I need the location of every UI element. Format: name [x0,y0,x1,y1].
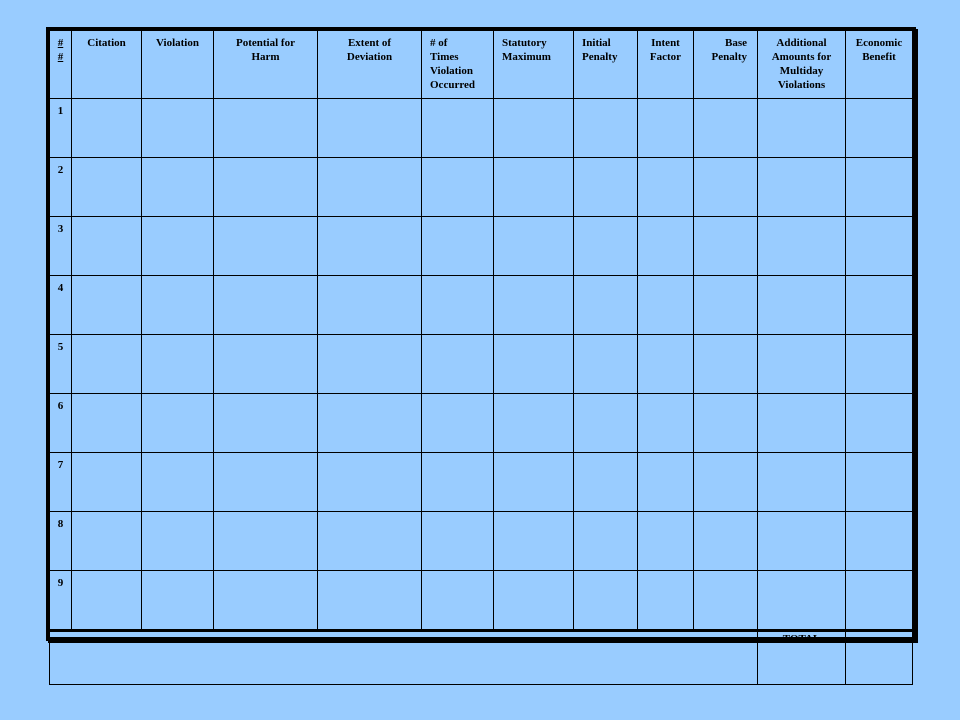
cell-intent[interactable] [638,158,694,217]
table-row [50,335,913,394]
cell-initial[interactable] [574,276,638,335]
cell-potential[interactable] [214,394,318,453]
cell-statutory[interactable] [494,99,574,158]
cell-extent[interactable] [318,217,422,276]
cell-times[interactable] [422,453,494,512]
cell-base[interactable] [694,335,758,394]
header-initial-line2: Penalty [582,51,618,63]
cell-violation[interactable] [142,276,214,335]
cell-intent[interactable] [638,99,694,158]
row-number: 8 [50,512,72,571]
header-intent-line1: Intent [651,37,680,49]
cell-potential[interactable] [214,99,318,158]
cell-intent[interactable] [638,571,694,631]
header-additional-line1: Additional [776,37,827,49]
cell-base[interactable] [694,394,758,453]
cell-base[interactable] [694,512,758,571]
row-number: 1 [50,99,72,158]
cell-additional[interactable] [758,512,846,571]
cell-times[interactable] [422,571,494,631]
cell-intent[interactable] [638,276,694,335]
cell-initial[interactable] [574,158,638,217]
cell-violation[interactable] [142,99,214,158]
header-additional-amounts [758,31,846,99]
cell-statutory[interactable] [494,453,574,512]
header-potential-for-harm [214,31,318,99]
cell-potential[interactable] [214,276,318,335]
cell-times[interactable] [422,99,494,158]
total-value-cell[interactable] [846,631,913,685]
header-potential-line1: Potential for [236,37,295,49]
cell-citation[interactable] [72,276,142,335]
header-statutory-maximum [494,31,574,99]
cell-potential[interactable] [214,453,318,512]
cell-additional[interactable] [758,276,846,335]
header-base-line1: Base [725,37,747,49]
cell-economic[interactable] [846,217,913,276]
cell-violation[interactable] [142,335,214,394]
header-intent-line2: Factor [649,51,682,63]
table-row [50,217,913,276]
cell-violation[interactable] [142,394,214,453]
header-number-line2: # [57,51,64,63]
cell-base[interactable] [694,453,758,512]
cell-initial[interactable] [574,512,638,571]
cell-statutory[interactable] [494,276,574,335]
cell-citation[interactable] [72,335,142,394]
cell-initial[interactable] [574,99,638,158]
cell-initial[interactable] [574,394,638,453]
header-potential-line2: Harm [251,51,280,63]
header-violation-label: Violation [156,37,199,49]
table-row [50,571,913,631]
table-row [50,276,913,335]
table-body [50,99,913,685]
cell-potential[interactable] [214,571,318,631]
cell-times[interactable] [422,276,494,335]
cell-additional[interactable] [758,453,846,512]
table-row [50,99,913,158]
header-citation [72,31,142,99]
cell-additional[interactable] [758,394,846,453]
cell-times[interactable] [422,217,494,276]
header-times-line2: Times [430,51,459,63]
header-number-line1: # [57,37,64,49]
cell-additional[interactable] [758,158,846,217]
cell-violation[interactable] [142,453,214,512]
table-row [50,512,913,571]
cell-citation[interactable] [72,512,142,571]
header-extent-line1: Extent of [347,37,392,49]
header-row [50,31,913,99]
table-row [50,394,913,453]
cell-intent[interactable] [638,512,694,571]
penalty-calculation-table [49,30,913,685]
cell-potential[interactable] [214,512,318,571]
cell-potential[interactable] [214,217,318,276]
row-number: 4 [50,276,72,335]
cell-extent[interactable] [318,276,422,335]
header-initial-penalty [574,31,638,99]
cell-times[interactable] [422,394,494,453]
cell-intent[interactable] [638,394,694,453]
header-additional-line4: Violations [777,79,826,91]
cell-citation[interactable] [72,453,142,512]
cell-initial[interactable] [574,217,638,276]
header-number [50,31,72,99]
cell-intent[interactable] [638,217,694,276]
cell-intent[interactable] [638,453,694,512]
cell-citation[interactable] [72,217,142,276]
cell-times[interactable] [422,335,494,394]
cell-economic[interactable] [846,158,913,217]
cell-economic[interactable] [846,335,913,394]
cell-extent[interactable] [318,512,422,571]
cell-initial[interactable] [574,453,638,512]
cell-citation[interactable] [72,99,142,158]
cell-citation[interactable] [72,571,142,631]
cell-additional[interactable] [758,99,846,158]
header-initial-line1: Initial [582,37,611,49]
cell-extent[interactable] [318,453,422,512]
header-times-line1: # of [430,37,448,49]
cell-additional[interactable] [758,217,846,276]
header-times-line3: Violation [430,65,473,77]
header-statutory-line1: Statutory [502,37,547,49]
cell-statutory[interactable] [494,394,574,453]
header-citation-label: Citation [87,37,126,49]
cell-statutory[interactable] [494,335,574,394]
total-row [50,631,913,685]
cell-statutory[interactable] [494,571,574,631]
cell-violation[interactable] [142,571,214,631]
cell-economic[interactable] [846,394,913,453]
cell-times[interactable] [422,512,494,571]
cell-base[interactable] [694,158,758,217]
row-number: 3 [50,217,72,276]
cell-economic[interactable] [846,453,913,512]
header-economic-benefit [846,31,913,99]
header-extent-of-deviation [318,31,422,99]
header-additional-line3: Multiday [779,65,824,77]
cell-times[interactable] [422,158,494,217]
row-number: 9 [50,571,72,631]
cell-base[interactable] [694,99,758,158]
cell-extent[interactable] [318,335,422,394]
cell-violation[interactable] [142,217,214,276]
row-number: 2 [50,158,72,217]
cell-citation[interactable] [72,394,142,453]
cell-violation[interactable] [142,158,214,217]
total-spacer-cell [50,631,758,685]
cell-base[interactable] [694,276,758,335]
total-label: TOTAL [758,631,846,685]
header-additional-line2: Amounts for [771,51,832,63]
cell-intent[interactable] [638,335,694,394]
cell-potential[interactable] [214,158,318,217]
table-row [50,158,913,217]
header-base-line2: Penalty [711,51,747,63]
header-violation [142,31,214,99]
header-economic-line1: Economic [855,37,903,49]
cell-citation[interactable] [72,158,142,217]
cell-initial[interactable] [574,335,638,394]
cell-statutory[interactable] [494,158,574,217]
cell-economic[interactable] [846,512,913,571]
cell-base[interactable] [694,571,758,631]
table-row [50,453,913,512]
cell-violation[interactable] [142,512,214,571]
header-times-occurred [422,31,494,99]
cell-economic[interactable] [846,571,913,631]
cell-statutory[interactable] [494,512,574,571]
header-times-line4: Occurred [430,79,476,91]
row-number: 5 [50,335,72,394]
header-statutory-line2: Maximum [502,51,551,63]
row-number: 6 [50,394,72,453]
row-number: 7 [50,453,72,512]
cell-base[interactable] [694,217,758,276]
cell-extent[interactable] [318,158,422,217]
header-intent-factor [638,31,694,99]
cell-economic[interactable] [846,99,913,158]
cell-initial[interactable] [574,571,638,631]
cell-statutory[interactable] [494,217,574,276]
cell-extent[interactable] [318,571,422,631]
cell-additional[interactable] [758,335,846,394]
cell-potential[interactable] [214,335,318,394]
header-base-penalty [694,31,758,99]
header-economic-line2: Benefit [862,51,896,63]
cell-additional[interactable] [758,571,846,631]
cell-extent[interactable] [318,394,422,453]
penalty-calculation-table-frame [46,27,916,645]
cell-extent[interactable] [318,99,422,158]
cell-economic[interactable] [846,276,913,335]
header-extent-line2: Deviation [346,51,393,63]
